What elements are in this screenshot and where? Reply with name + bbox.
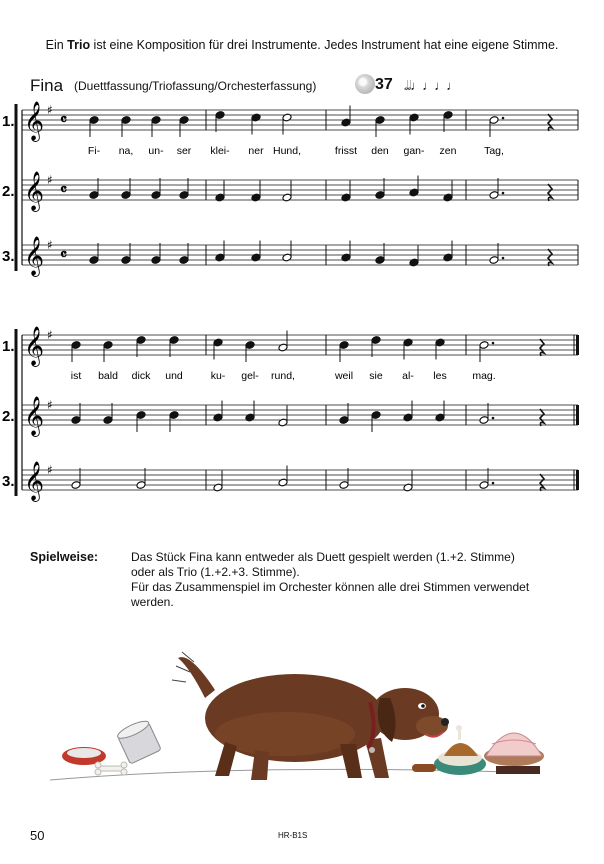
rhythm-pattern: 𝅗𝅥𝅗𝅥♩♩♩♩ [404,78,459,93]
rest [540,409,544,426]
lyric-syllable: na, [118,145,134,157]
rest [548,184,552,201]
track-number: 37 [375,76,393,93]
dog-tail [178,657,215,698]
bone-icon [95,762,127,775]
staff-number: 1. [2,338,15,355]
lyric-syllable: frisst [334,145,358,157]
lyric-syllable: un- [148,145,164,157]
staff-2 [2,396,579,437]
sharp-icon: ♯ [47,328,53,342]
lyric-syllable: gan- [403,145,425,157]
sharp-icon: ♯ [47,173,53,187]
lyric-syllable: Fi- [87,145,101,157]
treble-clef-icon: 𝄞 [24,396,45,436]
spielweise-line: Das Stück Fina kann entweder als Duett gespielt werden (1.+2. Stimme) [131,550,515,564]
spielweise-label: Spielweise: [30,550,99,564]
final-barline [576,405,579,425]
dog-illustration [40,632,560,792]
tin-can [116,718,162,764]
staff-3 [2,461,579,502]
lyric-syllable: den [371,145,389,157]
lyric-syllable: ist [70,370,82,382]
spielweise-line: oder als Trio (1.+2.+3. Stimme). [131,565,300,579]
score-system-1 [0,100,604,300]
staff-number: 2. [2,408,15,425]
song-header [30,76,590,98]
note-dot [492,482,495,485]
lyric-syllable: Tag, [484,145,504,157]
staff-number: 3. [2,248,15,265]
staff-number: 2. [2,183,15,200]
lyric-syllable: zen [439,145,457,157]
spielweise-text [131,550,581,610]
treble-clef-icon: 𝄞 [24,236,45,276]
common-time-icon: 𝄴 [60,110,68,129]
lyric-syllable: weil [334,370,354,382]
rest [548,114,552,131]
treble-clef-icon: 𝄞 [24,171,45,211]
lyric-syllable: al- [402,370,414,382]
page-number: 50 [30,828,45,843]
spielweise-line: Für das Zusammenspiel im Orchester können alle drei Stimmen verwendet [131,580,530,594]
final-barline [576,335,579,355]
note-dot [502,257,505,260]
lyric-syllable: ser [176,145,192,157]
lyric-syllable: dick [131,370,151,382]
lyric-syllable: klei- [210,145,230,157]
sharp-icon: ♯ [47,103,53,117]
treble-clef-icon: 𝄞 [24,101,45,141]
lyric-syllable: mag. [472,370,496,382]
note-dot [502,192,505,195]
lyric-syllable: rund, [271,370,295,382]
final-barline [576,470,579,490]
song-subtitle: (Duettfassung/Triofassung/Orchesterfassung) [74,79,317,93]
staff-number: 1. [2,113,15,130]
treble-clef-icon: 𝄞 [24,326,45,366]
staff-1 [2,101,578,142]
lyric-syllable: Hund, [272,145,302,157]
common-time-icon: 𝄴 [60,180,68,199]
staff-3 [2,236,578,277]
sharp-icon: ♯ [47,463,53,477]
book-code: HR-B1S [278,831,308,840]
staff-1 [2,326,579,367]
lyric-syllable: ku- [210,370,226,382]
song-title: Fina [30,76,64,95]
rest [540,474,544,491]
note-dot [492,342,495,345]
staff-2 [2,171,578,212]
lyric-syllable: bald [98,370,118,382]
score-system-2 [0,325,604,525]
rest [548,249,552,266]
spielweise-line: werden. [131,595,174,609]
lyric-syllable: les [433,370,447,382]
sharp-icon: ♯ [47,238,53,252]
note-dot [502,117,505,120]
cake [484,725,544,766]
sharp-icon: ♯ [47,398,53,412]
note-dot [492,417,495,420]
staff-number: 3. [2,473,15,490]
lyric-syllable: ner [248,145,264,157]
lyric-syllable: und [165,370,183,382]
rest [540,339,544,356]
lyric-syllable: gel- [241,370,259,382]
common-time-icon: 𝄴 [60,245,68,264]
intro-text: Ein Trio ist eine Komposition für drei Instrumente. Jedes Instrument hat eine eigene Stimme. [45,38,559,52]
cd-icon [355,74,375,94]
lyric-syllable: sie [369,370,383,382]
treble-clef-icon: 𝄞 [24,461,45,501]
